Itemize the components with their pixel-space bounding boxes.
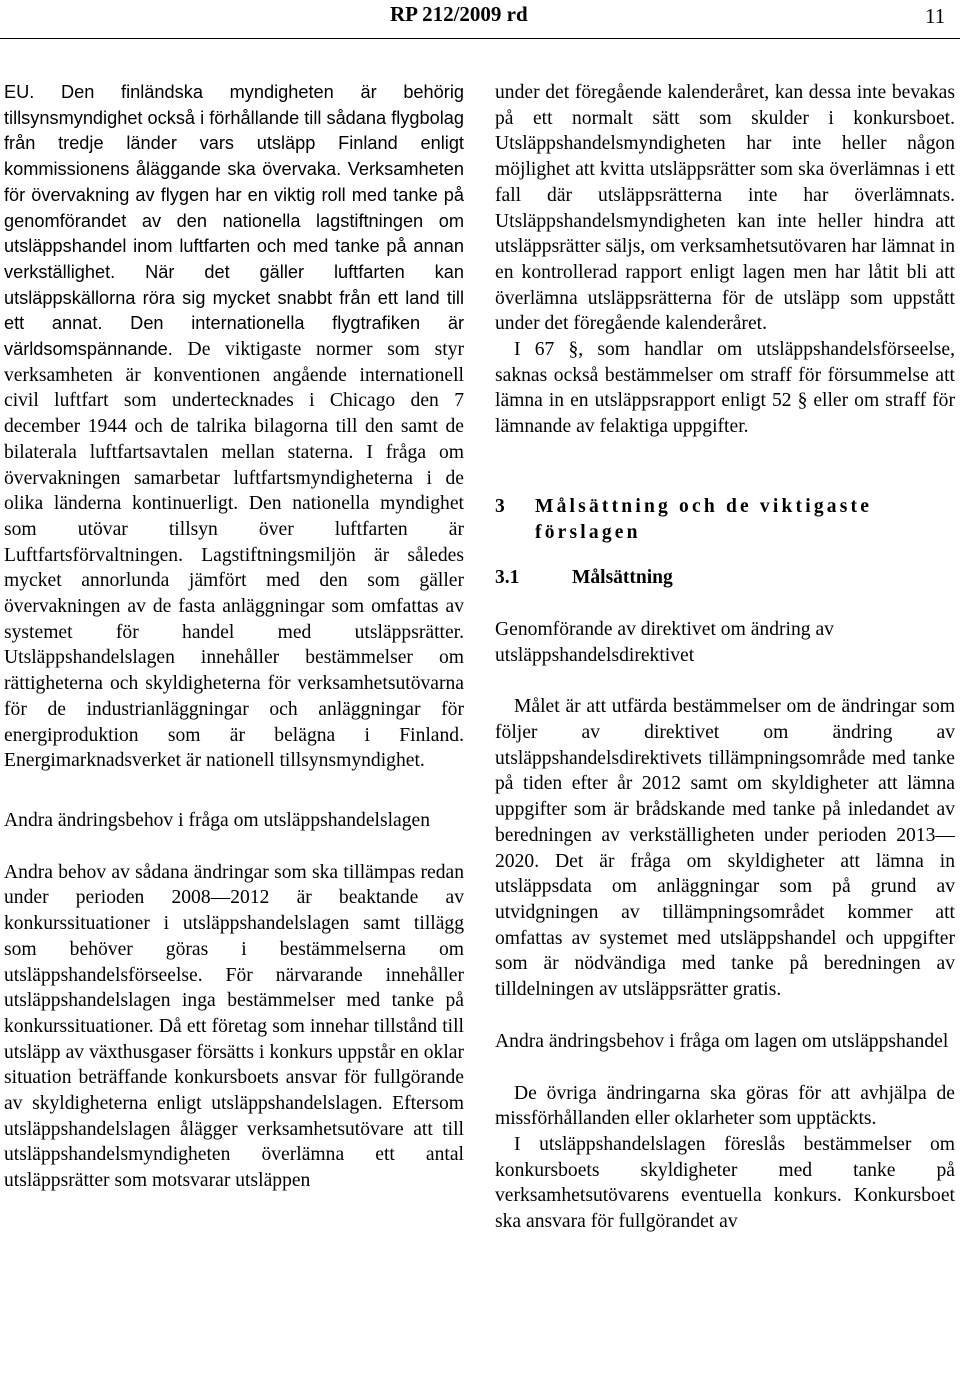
chapter-number: 3 <box>495 495 505 517</box>
chapter-heading <box>495 494 955 545</box>
paragraph-left-1-serif-part: De viktigaste normer som styr verksamheten är konventionen angående internationell civil luftfart som undertecknades i Chicago den 7 december 1944 och de talrika bilagorna till den samt de bilaterala luftfartsavtalen mellan staterna. I fråga om övervakningen samarbetar luftfartsmyndigheterna i de olika länderna kontinuerligt. Den nationella myndighet som utövar tillsyn över luftfarten är Luftfartsförvaltningen. Lagstiftningsmiljön är således mycket annorlunda jämfört med den som gäller övervakningen av de fasta anläggningar som omfattas av systemet för handel med utsläppsrätter. Utsläppshandelslagen innehåller bestämmelser om rättigheterna och skyldigheterna för verksamhetsutövarna för de industrianläggningar och anläggningar för energiproduktion som är belägna i Finland. Energimarknadsverket är nationell tillsynsmyndighet. <box>4 339 464 772</box>
paragraph-left-1-sans-part: EU. Den finländska myndigheten är behörig tillsynsmyndighet också i förhållande till sådana flygbolag från tredje länder vars utsläpp Finland enligt kommissionens åläggande ska övervaka. Verksamheten för övervakning av flygen har en viktig roll med tanke på genomförandet av den nationella lagstiftningen om utsläppshandel inom luftfarten och med tanke på annan verkställighet. När det gäller luftfarten kan utsläppskällorna röra sig mycket snabbt från ett land till ett annat. Den internationella flygtrafiken är världsomspännande. <box>4 82 464 360</box>
paragraph-right-4: De övriga ändringarna ska göras för att avhjälpa de missförhållanden eller oklarheter som upptäckts. <box>495 1082 955 1130</box>
paragraph-right-5: I utsläppshandelslagen föreslås bestämmelser om konkursboets skyldigheter med tanke på verksamhetsutövarens eventuella konkurs. Konkursboet ska ansvara för fullgörandet av <box>495 1133 955 1233</box>
subheading-right-2: Andra ändringsbehov i fråga om lagen om utsläppshandel <box>495 1030 949 1052</box>
header-divider <box>0 38 960 39</box>
section-title: Målsättning <box>572 567 673 589</box>
paragraph-right-1: under det föregående kalenderåret, kan dessa inte bevakas på ett normalt sätt som skulder i konkursboet. Utsläppshandelsmyndigheten har inte heller någon möjlighet att kvitta utsläppsrätter som ska överlämnas i ett fall där utsläppsrätterna inte har överlämnats. Utsläppshandelsmyndigheten kan inte heller hindra att utsläppsrätter säljs, om verksamhetsutövaren har lämnat in en kontrollerad rapport enligt lagen men har låtit bli att överlämna utsläppsrätterna för de utsläpp som uppstått under det föregående kalenderåret. <box>495 82 955 335</box>
section-heading <box>495 565 955 591</box>
section-number: 3.1 <box>495 567 520 589</box>
left-column <box>4 80 464 1194</box>
document-id: RP 212/2009 rd <box>390 2 528 26</box>
paragraph-left-2: Andra behov av sådana ändringar som ska tillämpas redan under perioden 2008—2012 är beaktande av konkurssituationer i utsläppshandelslagen samt tillägg som behöver göras i bestämmelserna om utsläppshandelsförseelse. För närvarande innehåller utsläppshandelslagen inga bestämmelser med tanke på konkurssituationer. Då ett företag som innehar tillstånd till utsläpp av växthusgaser försätts i konkurs uppstår en oklar situation beträffande konkursboets ansvar för fullgörande av skyldigheterna enligt utsläppshandelslagen. Eftersom utsläppshandelslagen ålägger verksamhetsutövare att till utsläppshandelsmyndigheten överlämna ett antal utsläppsrätter som motsvarar utsläppen <box>4 861 464 1192</box>
page-header <box>0 0 960 36</box>
subheading-right-1: Genomförande av direktivet om ändring av utsläppshandelsdirektivet <box>495 618 834 666</box>
paragraph-right-3: Målet är att utfärda bestämmelser om de ändringar som följer av direktivet om ändring av utsläppshandelsdirektivets tillämpningsområde med tanke på tiden efter år 2012 samt om skyldigheter att lämna uppgifter som är brådskande med tanke på inledandet av beredningen av verkställigheten under perioden 2013—2020. Det är fråga om skyldigheter att lämna in utsläppsdata om anläggningar som på grund av utvidgningen av tillämpningsområdet kommer att omfattas av systemet med utsläppshandel och uppgifter som är nödvändiga med tanke på beredningen av tilldelningen av utsläppsrätter gratis. <box>495 696 955 1001</box>
page-number: 11 <box>925 4 946 28</box>
chapter-title: Målsättning och de viktigaste förslagen <box>535 495 873 543</box>
subheading-left: Andra ändringsbehov i fråga om utsläppshandelslagen <box>4 809 431 831</box>
right-column <box>495 80 955 1235</box>
paragraph-right-2: I 67 §, som handlar om utsläppshandelsförseelse, saknas också bestämmelser om straff för försummelse att lämna in en utsläppsrapport enligt 52 § eller om straff för lämnande av felaktiga uppgifter. <box>495 339 955 438</box>
paragraph-left-1 <box>4 80 464 774</box>
